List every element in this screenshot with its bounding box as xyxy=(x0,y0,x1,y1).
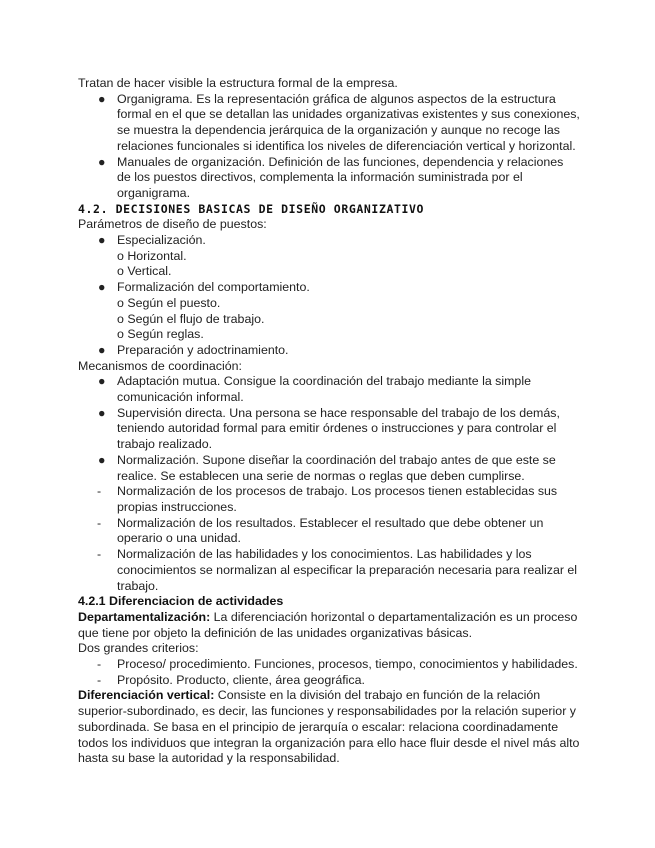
dept-label: Departamentalización: xyxy=(78,609,211,624)
subsection-heading xyxy=(78,594,580,610)
sub-item: o Según reglas. xyxy=(117,327,204,342)
sub-item: o Según el flujo de trabajo. xyxy=(117,311,265,326)
list-item-text: Adaptación mutua. Consigue la coordinación del trabajo mediante la simple comunicación informal. xyxy=(117,374,531,405)
bullet-icon: ● xyxy=(98,233,106,248)
criteria-label: Dos grandes criterios: xyxy=(78,641,199,656)
dash-item-text: Normalización de las habilidades y los conocimientos. Las habilidades y los conocimientos se normalizan al especificar la preparación necesaria para realizar el trabajo. xyxy=(117,547,578,593)
list-item-text: Especialización. xyxy=(117,233,206,248)
list-item xyxy=(78,92,580,155)
bullet-icon: ● xyxy=(98,452,106,467)
dash-icon: - xyxy=(97,484,102,499)
sub-item: o Según el puesto. xyxy=(117,295,221,310)
dash-item xyxy=(78,673,580,689)
dash-icon: - xyxy=(97,547,102,562)
dash-icon: - xyxy=(97,657,102,672)
bullet-icon: ● xyxy=(98,405,106,420)
sub-item: o Vertical. xyxy=(117,264,172,279)
dash-item xyxy=(78,484,580,515)
intro-text: Tratan de hacer visible la estructura formal de la empresa. xyxy=(78,76,398,90)
dept-text: La diferenciación horizontal o departamentalización es un proceso que tiene por objeto la definición de las unidades organizativas básicas. xyxy=(78,609,578,640)
list-item xyxy=(78,406,580,453)
bullet-icon: ● xyxy=(98,91,106,106)
dept-paragraph xyxy=(78,610,580,641)
document-content xyxy=(78,76,580,767)
dash-item-text: Normalización de los resultados. Establecer el resultado que debe obtener un operario o una unidad. xyxy=(117,515,544,546)
bullet-icon: ● xyxy=(98,342,106,357)
dash-item xyxy=(78,657,580,673)
vertical-paragraph xyxy=(78,688,580,767)
list-item-text: Manuales de organización. Definición de las funciones, dependencia y relaciones de los puestos directivos, complementa la información suministrada por el organigrama. xyxy=(117,154,564,200)
dash-icon: - xyxy=(97,672,102,687)
vert-text: Consiste en la división del trabajo en función de la relación superior-subordinado, es decir, las funciones y responsabilidades por la relación superior y subordinada. Se basa en el principio de jerarquía o escalar: relaciona coordinadamente todos los individuos que integran la organización para ello hace fluir desde el nivel más alto hasta su base la autoridad y la responsabilidad. xyxy=(78,688,580,766)
list-item xyxy=(78,280,580,296)
dash-item-text: Normalización de los procesos de trabajo. Los procesos tienen establecidas sus propias instrucciones. xyxy=(117,484,558,514)
list-item xyxy=(78,155,580,202)
coord-label: Mecanismos de coordinación: xyxy=(78,358,242,373)
dash-item-text: Propósito. Producto, cliente, área geográfica. xyxy=(117,672,365,687)
list-item-text: Preparación y adoctrinamiento. xyxy=(117,342,289,357)
subsection-heading-text: 4.2.1 Diferenciacion de actividades xyxy=(78,594,284,609)
bullet-icon: ● xyxy=(98,280,106,295)
list-item-text: Formalización del comportamiento. xyxy=(117,280,310,295)
params-label: Parámetros de diseño de puestos: xyxy=(78,217,267,232)
list-item xyxy=(78,343,580,359)
bullet-icon: ● xyxy=(98,154,106,169)
dash-icon: - xyxy=(97,515,102,530)
dash-item xyxy=(78,516,580,547)
list-item xyxy=(78,453,580,484)
list-item-text: Organigrama. Es la representación gráfica de algunos aspectos de la estructura formal en el que se detallan las unidades organizativas existentes y sus conexiones, se muestra la dependencia jerárquica de la organización y aunque no recoge las relaciones funcionales si identifica los niveles de diferenciación vertical y horizontal. xyxy=(117,91,580,153)
list-item-text: Normalización. Supone diseñar la coordinación del trabajo antes de que este se realice. Se establecen una serie de normas o reglas que deben cumplirse. xyxy=(117,452,556,483)
dash-item xyxy=(78,547,580,594)
dash-item-text: Proceso/ procedimiento. Funciones, procesos, tiempo, conocimientos y habilidades. xyxy=(117,657,578,672)
list-item-text: Supervisión directa. Una persona se hace responsable del trabajo de los demás, teniendo autoridad formal para emitir órdenes o instrucciones y para controlar el trabajo realizado. xyxy=(117,405,560,452)
vert-label: Diferenciación vertical: xyxy=(78,688,215,703)
section-heading: 4.2. DECISIONES BASICAS DE DISEÑO ORGANIZATIVO xyxy=(78,201,425,216)
bullet-icon: ● xyxy=(98,374,106,389)
list-item xyxy=(78,374,580,405)
list-item xyxy=(78,233,580,249)
sub-item: o Horizontal. xyxy=(117,248,187,263)
